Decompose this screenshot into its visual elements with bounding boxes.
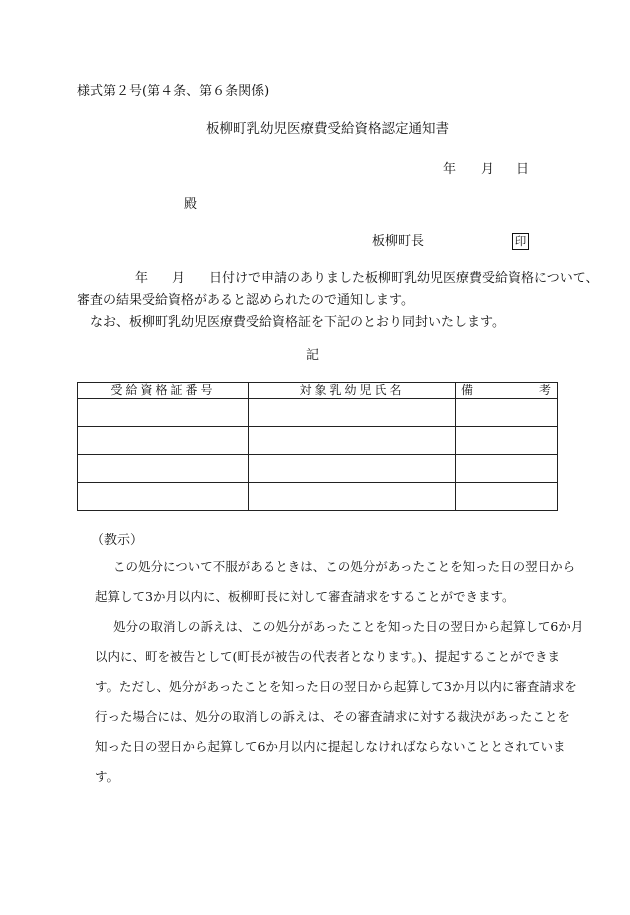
certificate-number-cell[interactable] xyxy=(78,399,249,427)
notice-1-line: 起算して3か月以内に、板柳町長に対して審査請求をすることができます。 xyxy=(95,589,515,604)
notice-2-line: 処分の取消しの訴えは、この処分があったことを知った日の翌日から起算して6か月 xyxy=(113,619,584,634)
seal-mark: 印 xyxy=(512,233,529,250)
certificate-number-cell[interactable] xyxy=(78,483,249,511)
body-month-label: 月 xyxy=(172,271,186,286)
remarks-cell[interactable] xyxy=(456,427,558,455)
body-line-1 xyxy=(77,268,599,290)
remarks-cell[interactable] xyxy=(456,399,558,427)
table-row xyxy=(78,427,558,455)
notice-2-line: 行った場合には、処分の取消しの訴えは、その審査請求に対する裁決があったことを xyxy=(95,709,570,724)
record-heading: 記 xyxy=(306,348,320,363)
certificate-number-cell[interactable] xyxy=(78,455,249,483)
header-remarks xyxy=(456,383,558,399)
remarks-left: 備 xyxy=(461,383,474,397)
child-name-cell[interactable] xyxy=(249,399,456,427)
notice-2-line: す。 xyxy=(95,769,120,784)
notice-paragraph-1 xyxy=(95,552,576,612)
document-title: 板柳町乳幼児医療費受給資格認定通知書 xyxy=(206,121,449,137)
notice-2-line: す。ただし、処分があったことを知った日の翌日から起算して3か月以内に審査請求を xyxy=(95,679,577,694)
child-name-cell[interactable] xyxy=(249,455,456,483)
table-row xyxy=(78,455,558,483)
notice-2-line: 以内に、町を被告として(町長が被告の代表者となります。)、提起することができま xyxy=(95,649,561,664)
notice-2-line: 知った日の翌日から起算して6か月以内に提起しなければならないこととされていま xyxy=(95,739,566,754)
notification-body xyxy=(77,268,599,334)
header-certificate-number: 受給資格証番号 xyxy=(78,383,249,399)
header-child-name: 対象乳幼児氏名 xyxy=(249,383,456,399)
certificate-table xyxy=(77,382,558,511)
issuer-name: 板柳町長 xyxy=(372,234,425,249)
body-year-label: 年 xyxy=(135,271,149,286)
certificate-number-cell[interactable] xyxy=(78,427,249,455)
addressee-honorific: 殿 xyxy=(184,197,198,212)
table-row xyxy=(78,483,558,511)
form-number: 様式第２号(第４条、第６条関係) xyxy=(77,84,270,99)
body-line-2: 審査の結果受給資格があると認められたので通知します。 xyxy=(77,293,414,308)
date-year-label: 年 xyxy=(443,162,457,177)
child-name-cell[interactable] xyxy=(249,427,456,455)
date-day-label: 日 xyxy=(516,162,530,177)
remarks-cell[interactable] xyxy=(456,483,558,511)
body-line-1-text: 日付けで申請のありました板柳町乳幼児医療費受給資格について、 xyxy=(209,271,599,286)
child-name-cell[interactable] xyxy=(249,483,456,511)
notice-paragraph-2 xyxy=(95,612,584,792)
notice-1-line: この処分について不服があるときは、この処分があったことを知った日の翌日から xyxy=(113,559,576,574)
remarks-right: 考 xyxy=(538,383,551,397)
table-row xyxy=(78,399,558,427)
date-month-label: 月 xyxy=(481,162,495,177)
remarks-cell[interactable] xyxy=(456,455,558,483)
table-header-row xyxy=(78,383,558,399)
notice-heading: （教示） xyxy=(91,533,144,548)
body-line-3: なお、板柳町乳幼児医療費受給資格証を下記のとおり同封いたします。 xyxy=(77,315,505,330)
